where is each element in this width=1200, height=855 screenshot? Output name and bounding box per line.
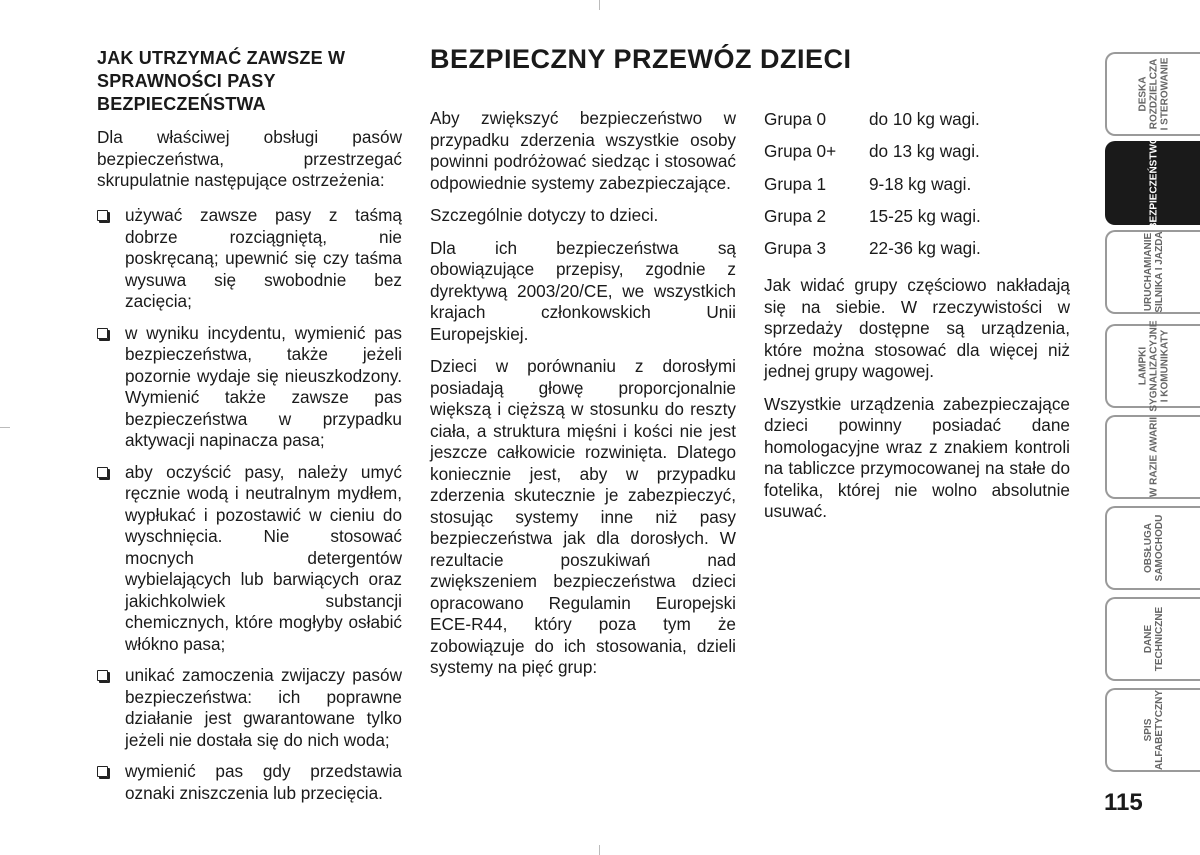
checkbox-bullet-icon: [97, 210, 108, 221]
group-weight: 15-25 kg wagi.: [869, 205, 981, 226]
tab-label: DESKA ROZDZIELCZA I STEROWANIE: [1137, 57, 1170, 131]
crop-mark: [599, 845, 600, 855]
tab-label: LAMPKI SYGNALIZACYJNE I KOMUNIKATY: [1137, 320, 1170, 412]
tab-label: W RAZIE AWARII: [1148, 416, 1159, 498]
list-item: [97, 665, 402, 751]
group-name: Grupa 1: [764, 173, 827, 194]
list-item-text: unikać zamoczenia zwijaczy pasów bezpieczeństwa: ich poprawne działanie jest gwarantowane tylko jeżeli nie dostała się do nich woda;: [125, 665, 402, 750]
page-number: 115: [1104, 789, 1143, 816]
tab-uruchamianie[interactable]: [1105, 230, 1200, 314]
group-weight: do 10 kg wagi.: [869, 109, 980, 129]
paragraph: Aby zwiększyć bezpieczeństwo w przypadku zderzenia wszystkie osoby powinni podróżować siedząc i stosować odpowiednie systemy zabezpieczające.: [430, 108, 736, 193]
group-row: [764, 141, 1074, 173]
list-item: [97, 761, 402, 804]
tab-label: DANE TECHNICZNE: [1142, 606, 1165, 672]
crop-mark: [599, 0, 600, 10]
group-weight: 22-36 kg wagi.: [869, 238, 981, 259]
checkbox-bullet-icon: [97, 467, 108, 478]
tab-w-razie-awarii[interactable]: [1105, 415, 1200, 499]
checkbox-bullet-icon: [97, 328, 108, 339]
tab-dane-techniczne[interactable]: [1105, 597, 1200, 681]
main-column: [430, 108, 736, 690]
right-column: [764, 275, 1070, 534]
page-title: BEZPIECZNY PRZEWÓZ DZIECI: [430, 44, 852, 74]
list-item-text: wymienić pas gdy przedstawia oznaki zniszczenia lub przecięcia.: [125, 761, 402, 803]
list-item-text: używać zawsze pasy z taśmą dobrze rozciągniętą, nie poskręcaną; upewnić się czy taśma wysuwa się swobodnie bez zacięcia;: [125, 205, 402, 311]
group-row: [764, 238, 1074, 270]
weight-groups-table: [764, 109, 1074, 270]
group-name: Grupa 0+: [764, 141, 837, 162]
list-item: [97, 323, 402, 452]
paragraph: Szczególnie dotyczy to dzieci.: [430, 205, 659, 225]
list-item: [97, 205, 402, 313]
list-item-text: w wyniku incydentu, wymienić pas bezpieczeństwa, także jeżeli pozornie wydaje się nieuszkodzony. Wymienić także zawsze pas bezpieczeństwa w przypadku aktywacji napinacza pasa;: [125, 322, 402, 450]
group-name: Grupa 2: [764, 205, 827, 226]
list-item-text: aby oczyścić pasy, należy umyć ręcznie wodą i neutralnym mydłem, wypłukać i pozostawić w cieniu do wyschnięcia. Nie stosować mocnych detergentów wybielających lub barwiących oraz jakichkolwiek substancji chemicznych, które mogłyby osłabić włókno pasa;: [125, 461, 402, 654]
tab-deska-rozdzielcza[interactable]: [1105, 52, 1200, 136]
paragraph: Wszystkie urządzenia zabezpieczające dzieci powinny posiadać dane homologacyjne wraz z znakiem kontroli na tabliczce przymocowanej na stałe do fotelika, której nie wolno absolutnie usuwać.: [764, 393, 1070, 521]
tab-label: BEZPIECZEŃSTWO: [1148, 136, 1159, 230]
checkbox-bullet-icon: [97, 670, 108, 681]
tab-label: OBSŁUGA SAMOCHODU: [1142, 514, 1165, 582]
group-row: [764, 109, 1074, 141]
group-name: Grupa 3: [764, 238, 827, 259]
group-weight: do 13 kg wagi.: [869, 141, 980, 162]
paragraph: Dzieci w porównaniu z dorosłymi posiadają głowę proporcjonalnie większą i cięższą w stosunku do reszty ciała, a struktura mięśni i kości nie jest jeszcze całkowicie rozwinięta. Dlatego koniecznie jest, aby w przypadku zderzenia skutecznie je zabezpieczyć, stosując systemy inne niż pasy bezpieczeństwa jak dla dorosłych. W rezultacie poszukiwań nad zwiększeniem bezpieczeństwa dzieci opracowano Regulamin Europejski ECE-R44, który poza tym że zobowiązuje do ich stosowania, dzieli systemy na pięć grup:: [430, 356, 736, 677]
group-name: Grupa 0: [764, 109, 827, 129]
group-row: [764, 206, 1074, 238]
tab-spis-alfabetyczny[interactable]: [1105, 688, 1200, 772]
group-row: [764, 174, 1074, 206]
warning-list: [97, 205, 402, 814]
paragraph: Dla ich bezpieczeństwa są obowiązujące przepisy, zgodnie z dyrektywą 2003/20/CE, we wszystkich krajach członkowskich Unii Europejskiej.: [430, 237, 736, 344]
crop-mark: [0, 427, 10, 428]
tab-bezpieczenstwo[interactable]: [1105, 136, 1200, 230]
paragraph: Jak widać grupy częściowo nakładają się na siebie. W rzeczywistości w sprzedaży dostępne są urządzenia, które można stosować dla więcej niż jednej grupy wagowej.: [764, 275, 1070, 381]
group-weight: 9-18 kg wagi.: [869, 173, 972, 194]
tab-label: URUCHAMIANIE SILNIKA I JAZDA: [1142, 231, 1165, 313]
tab-lampki[interactable]: [1105, 320, 1200, 412]
tab-label: SPIS ALFABETYCZNY: [1142, 690, 1165, 770]
section-heading: JAK UTRZYMAĆ ZAWSZE W SPRAWNOŚCI PASY BEZPIECZEŃSTWA: [97, 48, 346, 114]
list-item: [97, 462, 402, 656]
intro-paragraph: Dla właściwej obsługi pasów bezpieczeństwa, przestrzegać skrupulatnie następujące ostrzeżenia:: [97, 127, 402, 190]
tab-obsluga[interactable]: [1105, 506, 1200, 590]
checkbox-bullet-icon: [97, 766, 108, 777]
